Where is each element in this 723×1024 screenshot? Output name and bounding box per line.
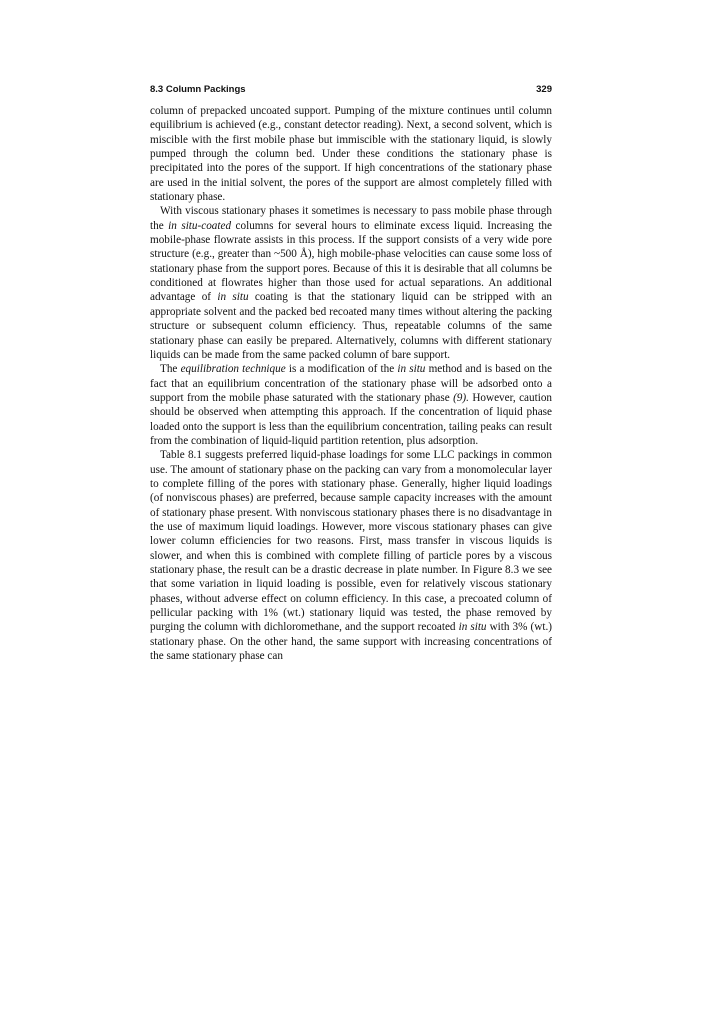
text-run: method and is based on the fact that an equilibrium concentration of the stationary phase will be adsorbed onto a support from the mobile phase saturated with the stationary phase bbox=[150, 363, 552, 404]
page-number: 329 bbox=[536, 84, 552, 95]
text-run: The bbox=[160, 363, 181, 376]
italic-text: in situ bbox=[217, 291, 249, 304]
section-title: 8.3 Column Packings bbox=[150, 84, 246, 95]
paragraph bbox=[150, 204, 552, 362]
italic-text: in situ bbox=[458, 621, 487, 634]
italic-text: in situ-coated bbox=[168, 219, 232, 232]
paragraph bbox=[150, 104, 552, 204]
text-run: columns for several hours to eliminate excess liquid. Increasing the mobile-phase flowrate assists in this process. If the support consists of a very wide pore structure (e.g., greater than ~500 Å), high mobile-phase velocities can cause some loss of stationary phase from the support pores. Because of this it is desirable that all columns be conditioned at flowrates higher than those used for actual separations. An additional advantage of bbox=[150, 219, 552, 304]
body-text bbox=[150, 104, 552, 663]
paragraph bbox=[150, 448, 552, 663]
italic-text: in situ bbox=[397, 363, 426, 376]
italic-text: (9). bbox=[453, 391, 469, 404]
text-run: column of prepacked uncoated support. Pumping of the mixture continues until column equilibrium is achieved (e.g., constant detector reading). Next, a second solvent, which is miscible with the first mobile phase but immiscible with the stationary liquid, is slowly pumped through the column bed. Under these conditions the stationary phase is precipitated into the pores of the support. If high concentrations of the stationary phase are used in the initial solvent, the pores of the support are almost completely filled with stationary phase. bbox=[150, 105, 552, 204]
italic-text: equilibration technique bbox=[180, 363, 286, 376]
text-run: With viscous stationary phases it sometimes is necessary to pass mobile phase through the bbox=[150, 205, 552, 232]
paragraph bbox=[150, 362, 552, 448]
text-run: However, caution should be observed when attempting this approach. If the concentration of liquid phase loaded onto the support is less than the equilibrium concentration, tailing peaks can result from the combination of liquid-liquid partition retention, plus adsorption. bbox=[150, 391, 553, 447]
text-run: coating is that the stationary liquid can be stripped with an appropriate solvent and the packed bed recoated many times without altering the packing structure or subsequent column efficiency. Thus, repeatable columns of the same stationary phase can easily be prepared. Alternatively, columns with different stationary liquids can be made from the same packed column of bare support. bbox=[150, 291, 552, 361]
text-run: is a modification of the bbox=[285, 363, 398, 376]
text-run: with 3% (wt.) stationary phase. On the other hand, the same support with increasing concentrations of the same stationary phase can bbox=[150, 621, 552, 663]
text-run: Table 8.1 suggests preferred liquid-phase loadings for some LLC packings in common use. The amount of stationary phase on the packing can vary from a monomolecular layer to complete filling of the pores with stationary phase. Generally, higher liquid loadings (of nonviscous phases) are preferred, because sample capacity increases with the amount of stationary phase present. With nonviscous stationary phases there is no disadvantage in the use of maximum liquid loadings. However, more viscous stationary phases can give lower column efficiencies for two reasons. First, mass transfer in viscous liquids is slower, and when this is combined with complete filling of particle pores by a viscous stationary phase, the result can be a drastic decrease in plate number. In Figure 8.3 we see that some variation in liquid loading is possible, even for relatively viscous stationary phases, without adverse effect on column efficiency. In this case, a precoated column of pellicular packing with 1% (wt.) stationary liquid was tested, the phase removed by purging the column with dichloromethane, and the support recoated bbox=[150, 449, 552, 634]
